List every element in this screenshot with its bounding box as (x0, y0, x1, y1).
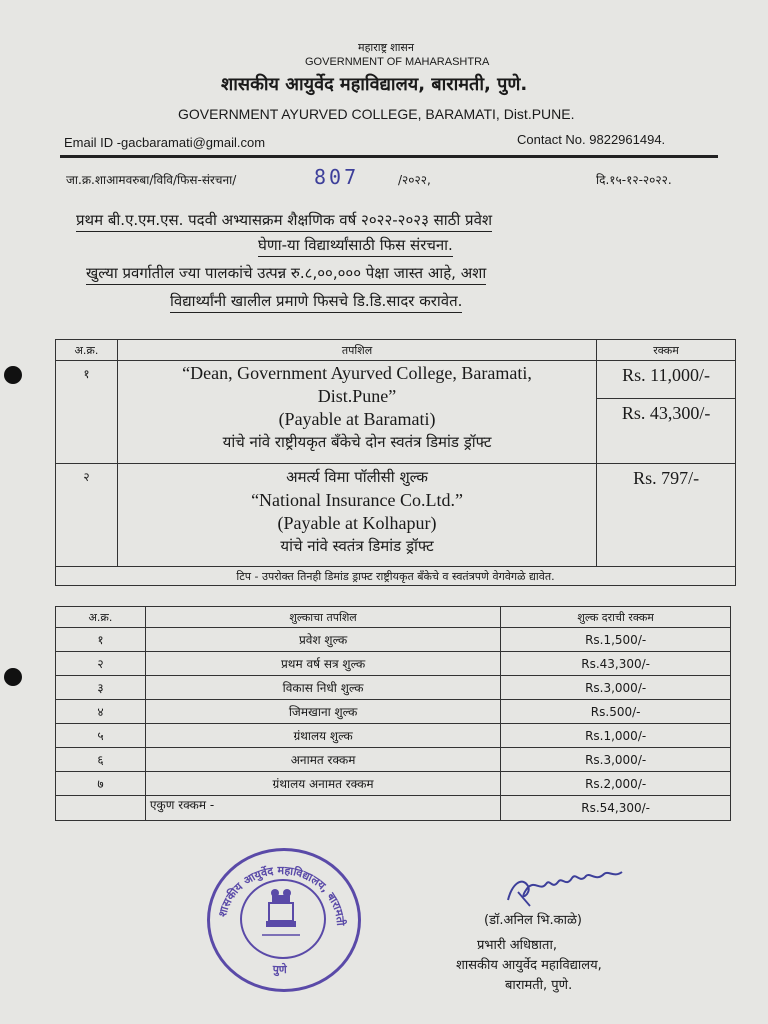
seal-emblem-icon (240, 879, 326, 959)
column-header-details: तपशिल (117, 340, 596, 361)
seal-top-text: शासकीय आयुर्वेद महाविद्यालय, बारामती (215, 863, 348, 927)
column-header-amount: रक्कम (597, 340, 736, 361)
row-fee-detail: अनामत रक्कम (145, 748, 500, 772)
row-details (117, 464, 596, 567)
row-serial: २ (56, 652, 146, 676)
header-college-marathi: शासकीय आयुर्वेद महाविद्यालय, बारामती, पुणे. (221, 74, 528, 95)
svg-text:पुणे (271, 962, 288, 977)
seal-bottom-text: पुणे (272, 962, 287, 977)
row-serial: ५ (56, 724, 146, 748)
row-details (117, 361, 596, 464)
amount-cell: Rs. 797/- (597, 464, 736, 567)
row-serial: ६ (56, 748, 146, 772)
detail-line: अमर्त्य विमा पॉलीसी शुल्क (286, 468, 428, 486)
row-fee-amount: Rs.1,500/- (501, 628, 731, 652)
row-fee-detail: प्रवेश शुल्क (145, 628, 500, 652)
reference-prefix: जा.क्र.शाआमवरुबा/विवि/फिस-संरचना/ (66, 173, 237, 187)
subject-line-1: प्रथम बी.ए.एम.एस. पदवी अभ्यासक्रम शैक्षणिक वर्ष २०२२-२०२३ साठी प्रवेश (76, 210, 492, 232)
table-note-row (56, 567, 736, 586)
table-total-row (56, 796, 731, 821)
row-fee-amount: Rs.2,000/- (501, 772, 731, 796)
fee-structure-table (55, 606, 731, 821)
row-serial: १ (56, 361, 118, 464)
binder-hole (4, 668, 22, 686)
subject-line-3: खुल्या प्रवर्गातील ज्या पालकांचे उत्पन्न रु.८,००,००० पेक्षा जास्त आहे, अशा (86, 263, 486, 285)
row-fee-amount: Rs.43,300/- (501, 652, 731, 676)
row-serial: ३ (56, 676, 146, 700)
table-row (56, 652, 731, 676)
row-fee-amount: Rs.3,000/- (501, 748, 731, 772)
official-seal-stamp (207, 848, 361, 992)
header-state-english: GOVERNMENT OF MAHARASHTRA (305, 56, 490, 68)
table-row (56, 748, 731, 772)
header-email: Email ID -gacbaramati@gmail.com (64, 135, 266, 150)
table-note: टिप - उपरोक्त तिनही डिमांड ड्राफ्ट राष्ट्रीयकृत बँकेचे व स्वतंत्रपणे वेगवेगळे द्यावेत. (56, 567, 736, 586)
amount-cell: Rs. 11,000/- (597, 361, 735, 399)
table-row (56, 700, 731, 724)
reference-year: /२०२२, (398, 173, 431, 187)
detail-line: यांचे नांवे राष्ट्रीयकृत बँकेचे दोन स्वतंत्र डिमांड ड्रॉफ्ट (222, 433, 492, 451)
row-fee-detail: विकास निधी शुल्क (145, 676, 500, 700)
row-fee-detail: जिमखाना शुल्क (145, 700, 500, 724)
subject-line-4: विद्यार्थ्यांनी खालील प्रमाणे फिसचे डि.डि.सादर करावेत. (170, 291, 462, 313)
row-fee-detail: प्रथम वर्ष सत्र शुल्क (145, 652, 500, 676)
column-header-serial: अ.क्र. (56, 607, 146, 628)
table-row (56, 724, 731, 748)
header-divider (60, 155, 718, 158)
detail-line: (Payable at Baramati) (278, 409, 436, 429)
table-header-row (56, 340, 736, 361)
row-fee-amount: Rs.3,000/- (501, 676, 731, 700)
table-row (56, 628, 731, 652)
row-serial: १ (56, 628, 146, 652)
total-serial-empty (56, 796, 146, 821)
amount-cell: Rs. 43,300/- (621, 403, 711, 423)
column-header-fee-amount: शुल्क दराची रक्कम (501, 607, 731, 628)
detail-line: “National Insurance Co.Ltd.” (251, 490, 463, 510)
detail-line: यांचे नांवे स्वतंत्र डिमांड ड्रॉफ्ट (280, 537, 434, 555)
row-amounts (597, 361, 736, 464)
table-row (56, 361, 736, 464)
column-header-fee-details: शुल्काचा तपशिल (145, 607, 500, 628)
table-row (56, 464, 736, 567)
table-header-row (56, 607, 731, 628)
signatory-place: बारामती, पुणे. (505, 978, 573, 993)
row-serial: ४ (56, 700, 146, 724)
table-row (56, 772, 731, 796)
binder-hole (4, 366, 22, 384)
header-state-marathi: महाराष्ट्र शासन (358, 42, 414, 54)
reference-number-handwritten: 807 (314, 165, 360, 189)
header-contact: Contact No. 9822961494. (517, 132, 666, 147)
subject-line-2: घेणा-या विद्यार्थ्यांसाठी फिस संरचना. (258, 235, 453, 257)
row-serial: २ (56, 464, 118, 567)
signatory-college: शासकीय आयुर्वेद महाविद्यालय, (456, 958, 602, 973)
signatory-designation: प्रभारी अधिष्ठाता, (477, 938, 557, 953)
table-row (56, 676, 731, 700)
row-serial: ७ (56, 772, 146, 796)
row-fee-detail: ग्रंथालय शुल्क (145, 724, 500, 748)
row-fee-amount: Rs.500/- (501, 700, 731, 724)
column-header-serial: अ.क्र. (56, 340, 118, 361)
reference-date: दि.१५-१२-२०२२. (596, 173, 672, 187)
total-label: एकुण रक्कम - (145, 796, 500, 821)
detail-line: “Dean, Government Ayurved College, Baramati, (182, 363, 532, 383)
header-college-english: GOVERNMENT AYURVED COLLEGE, BARAMATI, Dist.PUNE. (178, 106, 575, 122)
detail-line: Dist.Pune” (317, 386, 397, 406)
row-fee-detail: ग्रंथालय अनामत रक्कम (145, 772, 500, 796)
total-amount: Rs.54,300/- (501, 796, 731, 821)
row-fee-amount: Rs.1,000/- (501, 724, 731, 748)
signatory-name: (डॉ.अनिल भि.काळे) (484, 913, 582, 928)
handwritten-signature (500, 862, 630, 910)
demand-draft-table (55, 339, 736, 586)
detail-line: (Payable at Kolhapur) (277, 513, 437, 533)
